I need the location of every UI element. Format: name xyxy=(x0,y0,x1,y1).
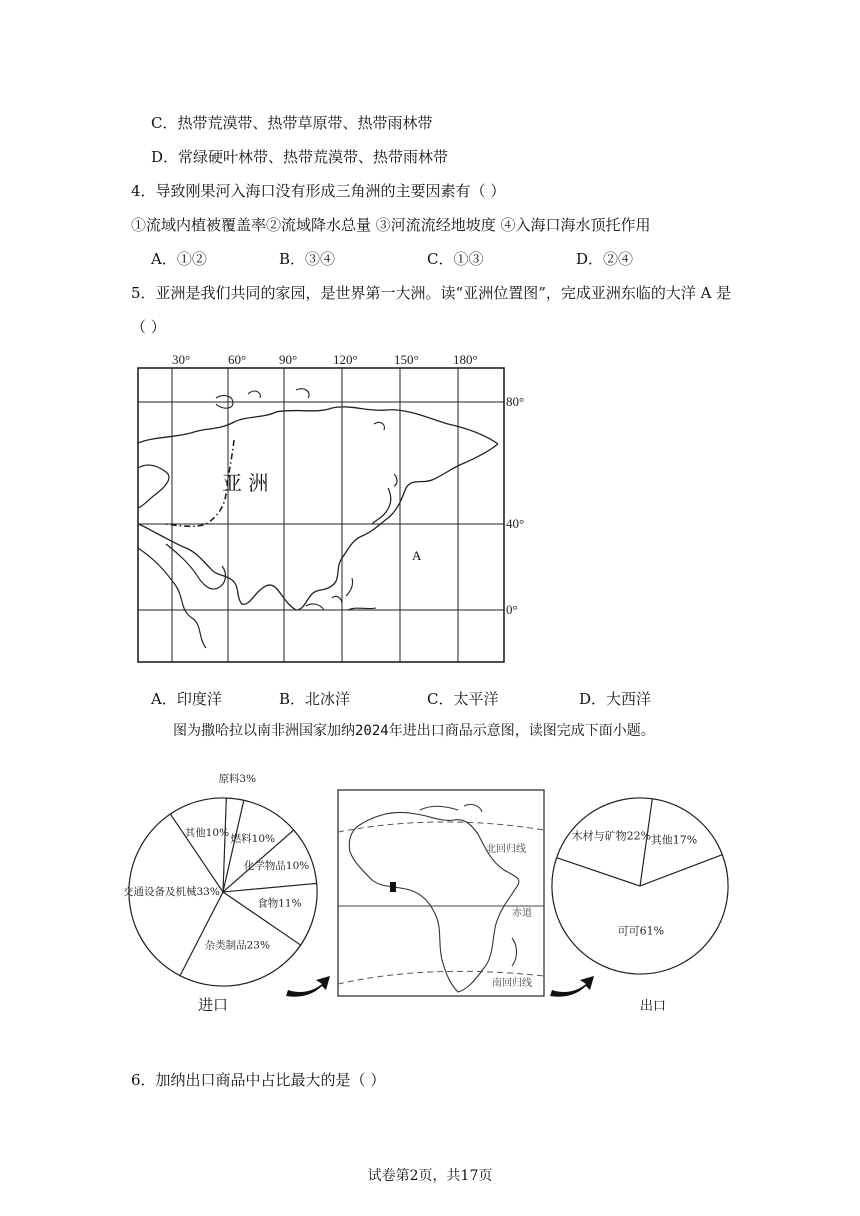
lon-label-90: 90° xyxy=(279,352,298,367)
continent-label: 亚 洲 xyxy=(222,471,269,495)
equator-label: 赤道 xyxy=(512,908,532,919)
q5-option-d: D．大西洋 xyxy=(579,690,652,708)
arctic-islands xyxy=(216,389,384,430)
q5-option-a: A．印度洋 xyxy=(151,690,222,708)
tropic-north-label: 北回归线 xyxy=(486,844,526,855)
tropic-south-label: 南回归线 xyxy=(492,978,532,989)
lon-label-60: 60° xyxy=(228,352,247,367)
export-pie-label-1: 可可61% xyxy=(617,924,665,938)
asia-coastline xyxy=(138,407,498,610)
q4-option-d: D．②④ xyxy=(576,250,634,268)
ghana-marker xyxy=(390,882,396,892)
q6-stem: 6．加纳出口商品中占比最大的是（ ） xyxy=(131,1071,386,1089)
import-pie-chart xyxy=(123,772,317,986)
export-pie-chart xyxy=(552,798,728,974)
q5-option-c: C．太平洋 xyxy=(427,690,499,708)
arabia-coast xyxy=(166,544,225,589)
lon-label-150: 150° xyxy=(394,352,419,367)
q4-option-a: A．①② xyxy=(151,250,207,268)
lat-label-0: 0° xyxy=(506,602,518,617)
export-title: 出口 xyxy=(640,999,667,1014)
q5-option-b: B．北冰洋 xyxy=(279,690,351,708)
q3-option-c: C．热带荒漠带、热带草原带、热带雨林带 xyxy=(151,114,433,132)
asia-location-map xyxy=(136,348,536,668)
q4-option-b: B．③④ xyxy=(279,250,336,268)
q5-stem-line2: （ ） xyxy=(131,318,166,336)
export-pie-label-2: 木材与矿物22% xyxy=(571,829,652,843)
q3-option-d: D．常绿硬叶林带、热带荒漠带、热带雨林带 xyxy=(151,148,449,166)
import-title: 进口 xyxy=(198,996,229,1014)
lat-label-80: 80° xyxy=(506,394,525,409)
import-pie-label-5: 交通设备及机械33% xyxy=(122,886,220,899)
q4-factors: ①流域内植被覆盖率②流域降水总量 ③河流流经地坡度 ④入海口海水顶托作用 xyxy=(131,216,651,234)
export-arrow-icon xyxy=(550,976,594,997)
indonesia-islands xyxy=(306,578,376,610)
import-pie-label-2: 化学物品10% xyxy=(243,860,310,873)
lon-label-180: 180° xyxy=(453,352,478,367)
import-arrow-icon xyxy=(286,976,330,997)
lon-label-30: 30° xyxy=(172,352,191,367)
q5-stem-line1: 5．亚洲是我们共同的家园，是世界第一大洲。读“亚洲位置图”，完成亚洲东临的大洋 A 是 xyxy=(131,284,732,302)
import-pie-label-1: 燃料10% xyxy=(230,832,276,845)
japan-islands xyxy=(372,474,397,524)
lat-label-40: 40° xyxy=(506,516,525,531)
q4-option-c: C．①③ xyxy=(427,250,484,268)
ghana-trade-figure xyxy=(120,770,740,1030)
lon-label-120: 120° xyxy=(333,352,358,367)
ghana-caption: 图为撒哈拉以南非洲国家加纳2024年进出口商品示意图，读图完成下面小题。 xyxy=(173,723,655,739)
import-pie-label-4: 杂类制品23% xyxy=(204,939,270,952)
q4-stem: 4．导致刚果河入海口没有形成三角洲的主要因素有（ ） xyxy=(131,182,506,200)
export-pie-label-0: 其他17% xyxy=(650,833,698,847)
import-pie-label-3: 食物11% xyxy=(257,897,302,910)
ocean-label-a: A xyxy=(412,548,422,563)
page-footer: 试卷第2页，共17页 xyxy=(367,1168,493,1184)
import-pie-label-6: 其他10% xyxy=(184,826,230,839)
import-pie-label-0: 原料3% xyxy=(218,773,257,786)
